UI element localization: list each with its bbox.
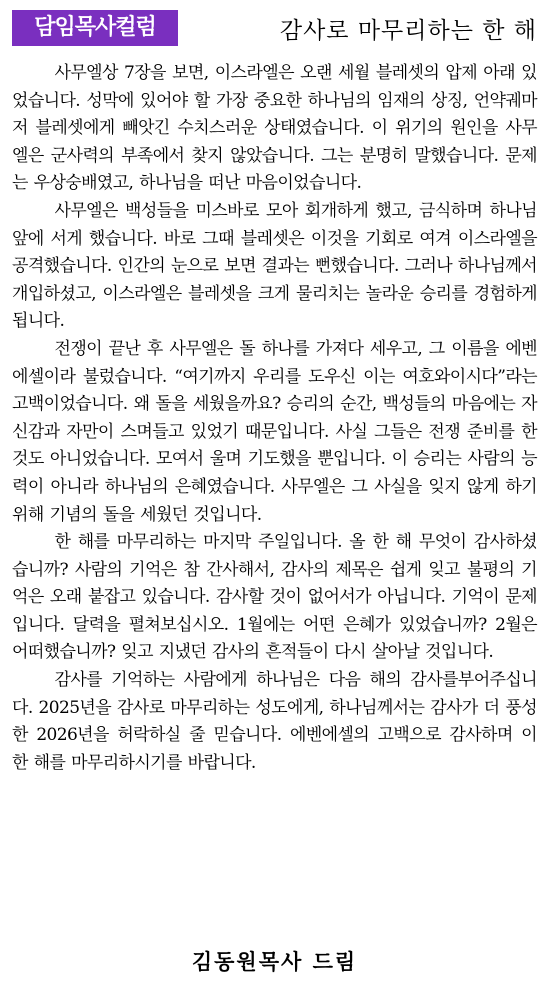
paragraph-2: 사무엘은 백성들을 미스바로 모아 회개하게 했고, 금식하며 하나님 앞에 서게 했습니다. 바로 그때 블레셋은 이것을 기회로 여겨 이스라엘을 공격했습니다. 인간의 눈으로 보면 결과는 뻔했습니다. 그러나 하나님께서 개입하셨고, 이스라엘은 블레셋을 크게 물리치는 놀라운 승리를 경험하게 됩니다. — [12, 200, 537, 332]
paragraph-1: 사무엘상 7장을 보면, 이스라엘은 오랜 세월 블레셋의 압제 아래 있었습니다. 성막에 있어야 할 가장 중요한 하나님의 임재의 상징, 언약궤마저 블레셋에게 빼앗긴 수치스러운 상태였습니다. 이 위기의 원인을 사무엘은 군사력의 부족에서 찾지 않았습니다. 그는 분명히 말했습니다. 문제는 우상숭배였고, 하나님을 떠난 마음이었습니다. — [12, 63, 537, 194]
paragraph-3: 전쟁이 끝난 후 사무엘은 돌 하나를 가져다 세우고, 그 이름을 에벤에셀이라 불렀습니다. “여기까지 우리를 도우신 이는 여호와이시다”라는 고백이었습니다. 왜 돌을 세웠을까요? 승리의 순간, 백성들의 마음에는 자신감과 자만이 스며들고 있었기 때문입니다. 사실 그들은 전쟁 준비를 한 것도 아니었습니다. 모여서 울며 기도했을 뿐입니다. 이 승리는 사람의 능력이 아니라 하나님의 은혜였습니다. 사무엘은 그 사실을 잊지 않게 하기 위해 기념의 돌을 세웠던 것입니다. — [12, 338, 537, 525]
column-header — [0, 0, 549, 60]
column-title: 감사로 마무리하는 한 해 — [279, 18, 537, 44]
column-body — [12, 60, 537, 777]
column-category-badge: 담임목사컬럼 — [12, 10, 178, 46]
paragraph-4: 한 해를 마무리하는 마지막 주일입니다. 올 한 해 무엇이 감사하셨습니까? 사람의 기억은 참 간사해서, 감사의 제목은 쉽게 잊고 불평의 기억은 오래 붙잡고 있습니다. 감사할 것이 없어서가 아닙니다. 기억이 문제입니다. 달력을 펼쳐보십시오. 1월에는 어떤 은혜가 있었습니까? 2월은 어떠했습니까? 잊고 지냈던 감사의 흔적들이 다시 살아날 것입니다. — [12, 532, 537, 663]
paragraph-5: 감사를 기억하는 사람에게 하나님은 다음 해의 감사를부어주십니다. 2025년을 감사로 마무리하는 성도에게, 하나님께서는 감사가 더 풍성한 2026년을 허락하실 줄 믿습니다. 에벤에셀의 고백으로 감사하며 이 한 해를 마무리하시기를 바랍니다. — [12, 670, 537, 773]
author-signature: 김동원목사 드림 — [191, 949, 358, 974]
